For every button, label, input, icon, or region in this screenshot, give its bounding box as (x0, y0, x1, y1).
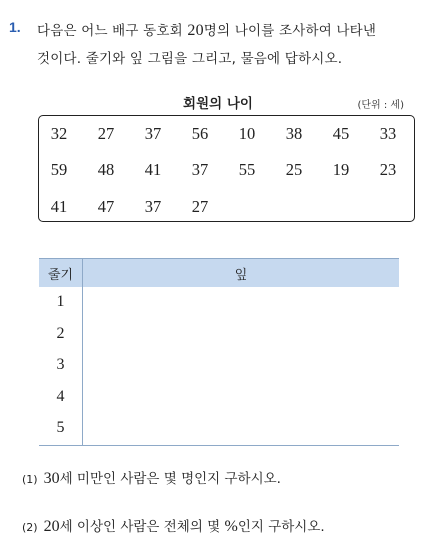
age-value: 45 (332, 124, 350, 143)
stem-leaf-bottom-rule (39, 445, 399, 446)
age-value: 38 (285, 124, 303, 143)
question-number-value: 30 (43, 470, 60, 487)
age-value: 10 (238, 124, 256, 143)
age-value: 25 (285, 160, 303, 179)
age-value: 41 (50, 197, 68, 216)
problem-text-part: 명의 나이를 조사하여 나타낸 (203, 23, 377, 39)
age-value: 37 (144, 197, 162, 216)
question-2 (22, 515, 325, 536)
stem-leaf-divider (82, 258, 83, 446)
question-1 (22, 467, 281, 488)
age-value: 55 (238, 160, 256, 179)
age-value: 19 (332, 160, 350, 179)
leaf-column-header: 잎 (234, 268, 248, 283)
stem-value: 5 (56, 419, 65, 436)
stem-column-header: 줄기 (47, 268, 74, 283)
problem-text-line-2: 것이다. 줄기와 잎 그림을 그리고, 물음에 답하시오. (37, 51, 343, 67)
age-value: 59 (50, 160, 68, 179)
question-text: 세 이상인 사람은 전체의 몇 (59, 519, 225, 535)
age-value: 33 (379, 124, 397, 143)
problem-text-line-1 (37, 19, 376, 40)
age-value: 37 (144, 124, 162, 143)
data-table-title: 회원의 나이 (183, 96, 253, 112)
data-table-unit: (단위 : 세) (357, 100, 404, 111)
age-value: 37 (191, 160, 209, 179)
question-text: 인지 구하시오. (237, 519, 325, 535)
question-marker: (2) (22, 521, 38, 534)
stem-value: 2 (56, 324, 65, 342)
age-value: 47 (97, 197, 115, 216)
age-data-box (38, 115, 415, 222)
question-marker: (1) (22, 473, 38, 486)
percent-symbol: % (224, 518, 238, 535)
stem-leaf-plot (39, 258, 399, 446)
age-value: 48 (97, 160, 115, 179)
stem-value: 1 (56, 293, 65, 310)
question-number-value: 20 (43, 518, 60, 535)
member-count: 20 (187, 22, 204, 39)
problem-text-part: 다음은 어느 배구 동호회 (37, 23, 188, 39)
age-value: 27 (191, 197, 209, 216)
stem-value: 4 (56, 387, 65, 405)
problem-number: 1. (9, 19, 21, 35)
question-text: 세 미만인 사람은 몇 명인지 구하시오. (59, 471, 281, 487)
stem-value: 3 (56, 356, 65, 373)
age-value: 27 (97, 124, 115, 143)
age-value: 56 (191, 124, 209, 143)
age-value: 23 (379, 160, 397, 179)
age-value: 41 (144, 160, 162, 179)
age-value: 32 (50, 124, 68, 143)
